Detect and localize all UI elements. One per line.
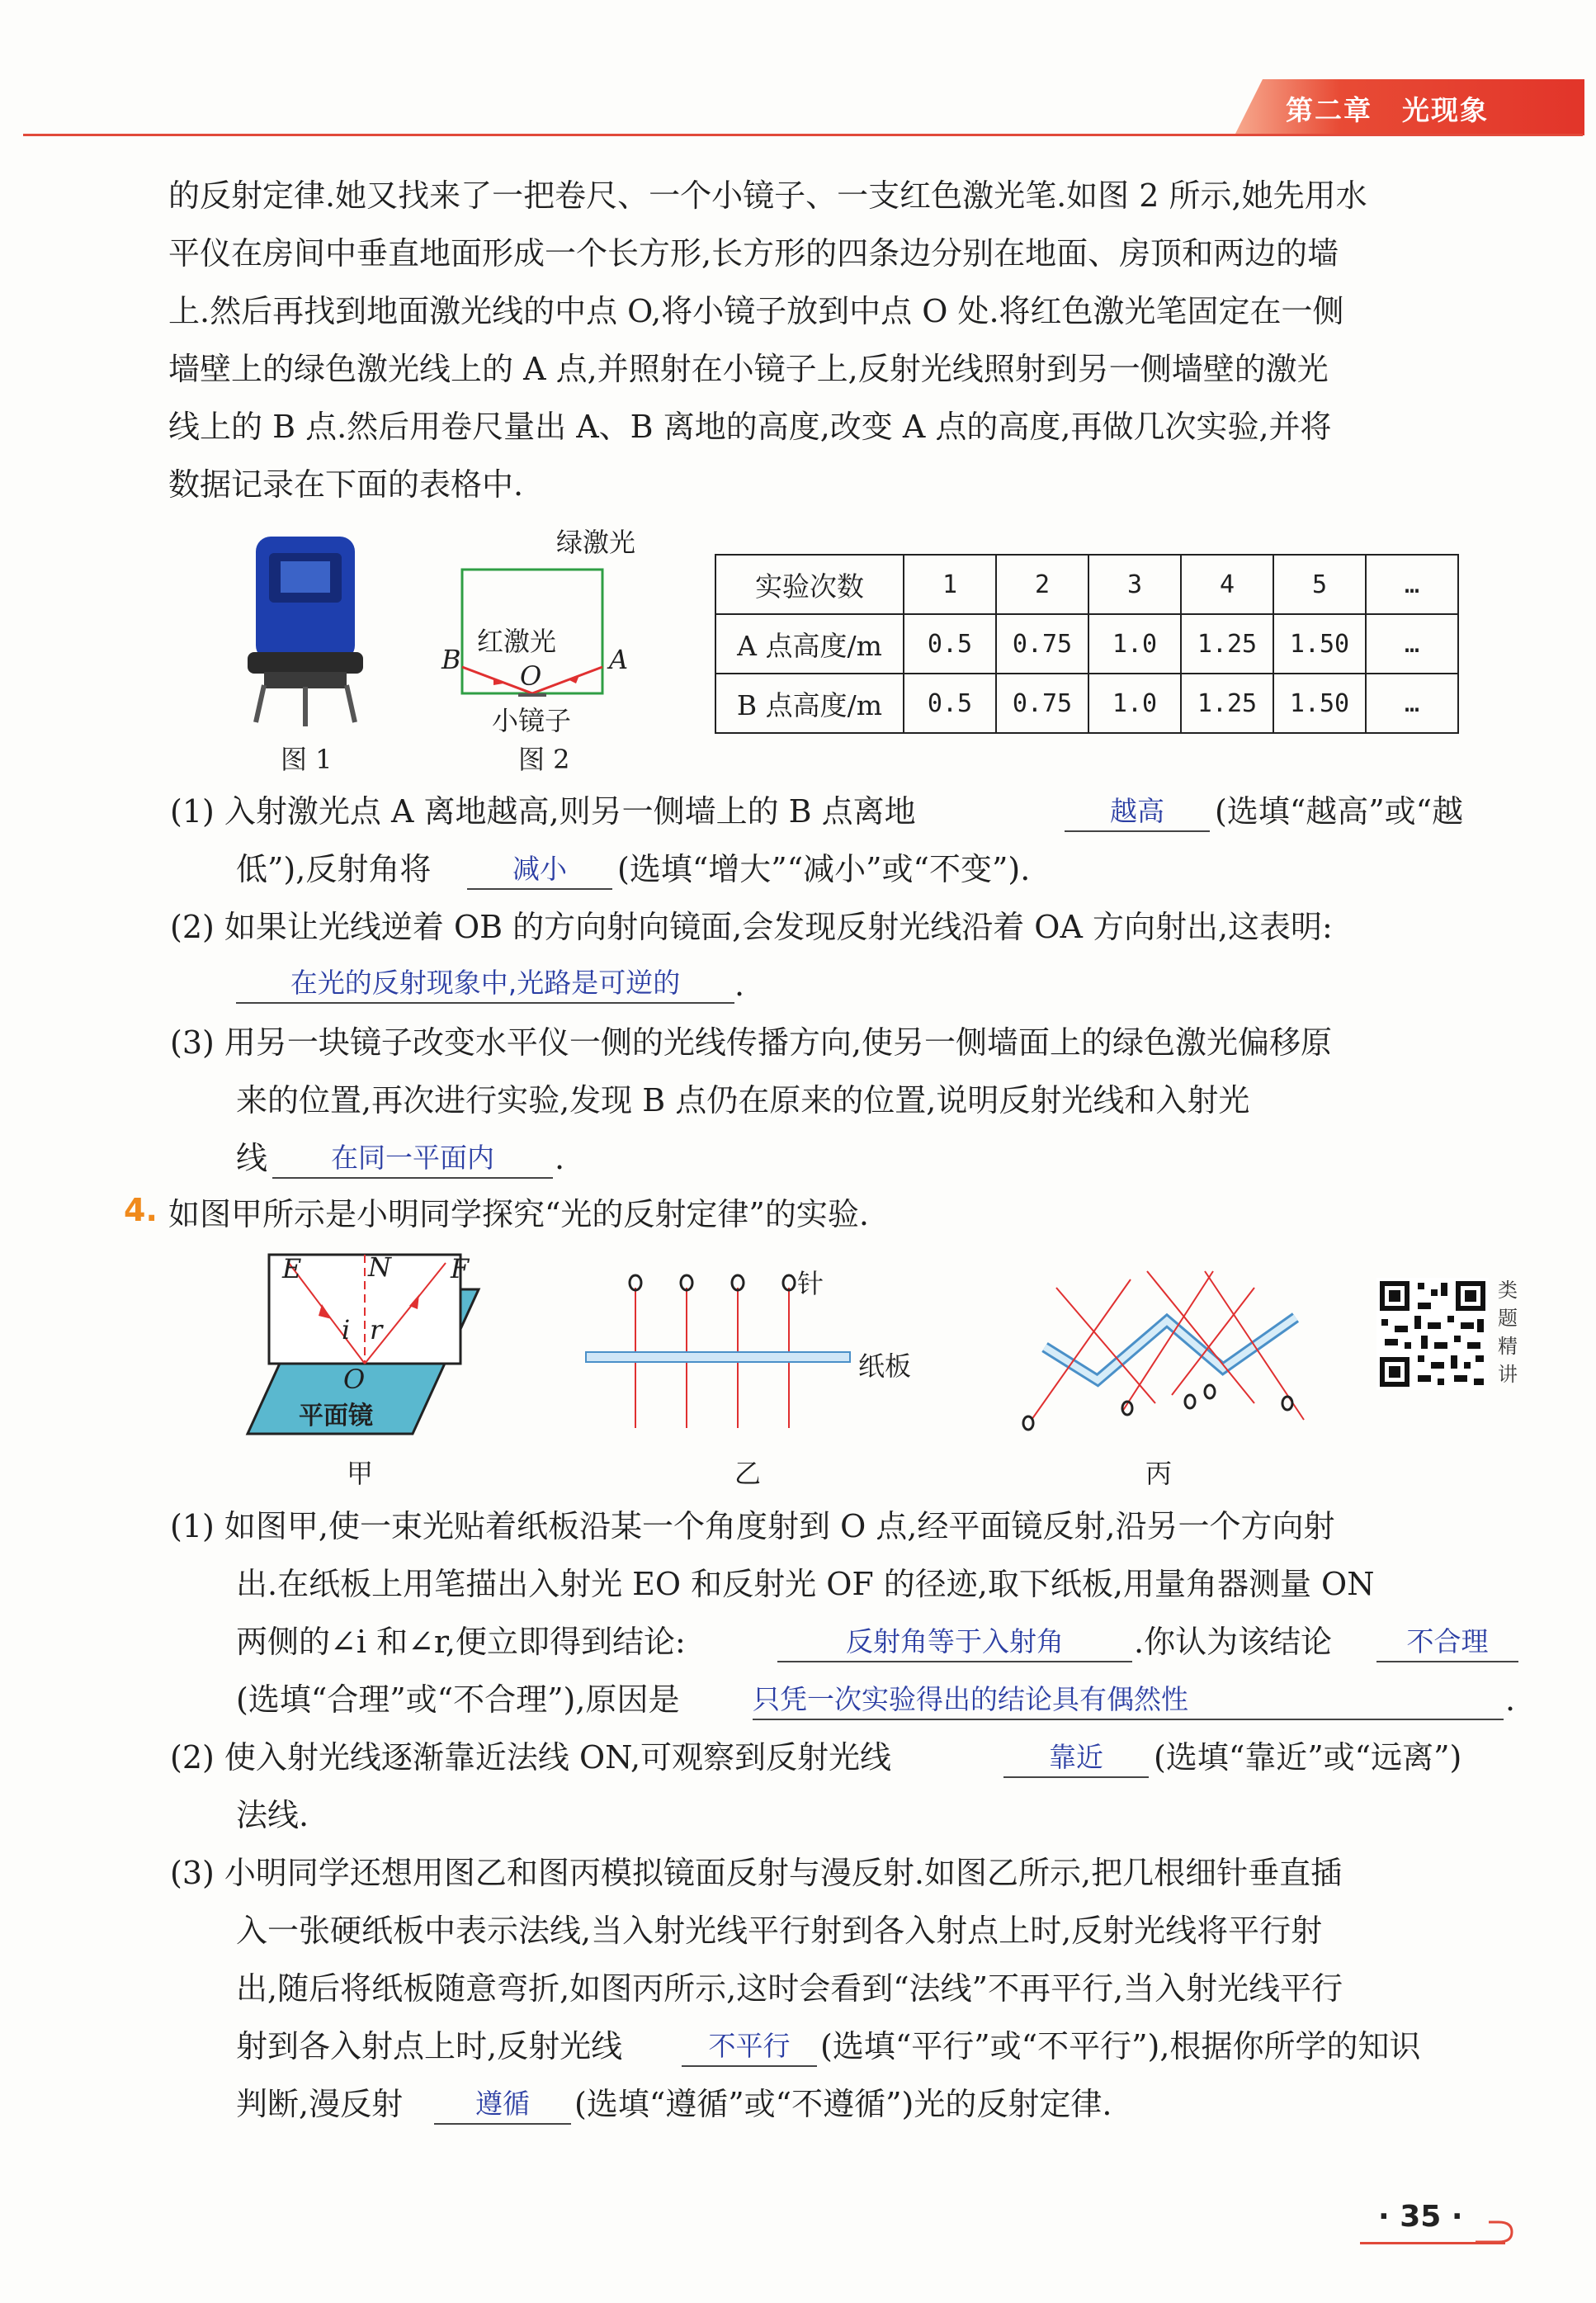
qr-module bbox=[1434, 1342, 1447, 1349]
figure-1-caption: 图 1 bbox=[281, 744, 333, 775]
intro-line-4: 墙壁上的绿色激光线上的 A 点,并照射在小镜子上,反射光线照射到另一侧墙壁的激光 bbox=[168, 351, 1329, 387]
table-cell: 1.25 bbox=[1181, 614, 1273, 674]
q4-1-text-c: 两侧的∠i 和∠r,便立即得到结论: bbox=[236, 1624, 686, 1660]
table-row bbox=[715, 674, 1458, 733]
q3-2-text-a: (2) 如果让光线逆着 OB 的方向射向镜面,会发现反射光线沿着 OA 方向射出,这表明: bbox=[170, 909, 1333, 945]
qr-module bbox=[1418, 1375, 1431, 1382]
intro-line-5: 线上的 B 点.然后用卷尺量出 A、B 离地的高度,改变 A 点的高度,再做几次实验,并将 bbox=[168, 409, 1332, 445]
q4-1-text-a: (1) 如图甲,使一束光贴着纸板沿某一个角度射到 O 点,经平面镜反射,沿另一个方向射 bbox=[170, 1508, 1335, 1544]
table-cell: A 点高度/m bbox=[715, 614, 904, 674]
q3-3-text-a: (3) 用另一块镜子改变水平仪一侧的光线传播方向,使另一侧墙面上的绿色激光偏移原 bbox=[170, 1024, 1332, 1061]
needle-head bbox=[1282, 1397, 1292, 1410]
intro-line-1: 的反射定律.她又找来了一把卷尺、一个小镜子、一支红色激光笔.如图 2 所示,她先用水 bbox=[168, 177, 1367, 214]
qr-module bbox=[1428, 1322, 1441, 1329]
table-cell: 1.0 bbox=[1088, 674, 1181, 733]
label-o: O bbox=[343, 1364, 366, 1395]
q4-stem: 如图甲所示是小明同学探究“光的反射定律”的实验. bbox=[168, 1196, 869, 1232]
point-a-label: A bbox=[609, 644, 629, 675]
q4-1-answer-3[interactable]: 只凭一次实验得出的结论具有偶然性 bbox=[753, 1681, 1504, 1720]
table-cell: 1.0 bbox=[1088, 614, 1181, 674]
qr-code[interactable] bbox=[1376, 1278, 1489, 1390]
table-header-row bbox=[715, 555, 1458, 614]
label-f: F bbox=[451, 1253, 470, 1284]
qr-module bbox=[1474, 1378, 1484, 1385]
point-b-label: B bbox=[441, 644, 461, 675]
qr-module bbox=[1431, 1362, 1444, 1369]
q4-1-answer-1[interactable]: 反射角等于入射角 bbox=[777, 1623, 1132, 1662]
q3-1-text-b: (选填“越高”或“越 bbox=[1215, 793, 1464, 830]
qr-module bbox=[1454, 1375, 1467, 1382]
qr-module bbox=[1464, 1362, 1471, 1369]
figure-jia-caption: 甲 bbox=[347, 1458, 374, 1489]
level-leg bbox=[347, 685, 355, 722]
chapter-number: 第二章 bbox=[1286, 94, 1372, 126]
table-row bbox=[715, 614, 1458, 674]
q4-3-text-b: 入一张硬纸板中表示法线,当入射光线平行射到各入射点上时,反射光线将平行射 bbox=[236, 1913, 1323, 1949]
figure-2-caption: 图 2 bbox=[518, 744, 570, 775]
red-laser-label: 红激光 bbox=[477, 626, 557, 657]
qr-module bbox=[1381, 1319, 1388, 1326]
q3-3-text-c: 线 bbox=[236, 1140, 268, 1176]
figure-yi-caption: 乙 bbox=[734, 1458, 762, 1489]
qr-side-char: 精 bbox=[1498, 1335, 1518, 1358]
qr-module bbox=[1405, 1342, 1411, 1349]
qr-module bbox=[1414, 1316, 1421, 1329]
table-cell: B 点高度/m bbox=[715, 674, 904, 733]
qr-side-char: 题 bbox=[1498, 1307, 1518, 1330]
qr-side-char: 讲 bbox=[1498, 1363, 1518, 1386]
needle-head bbox=[1205, 1385, 1215, 1398]
qr-module bbox=[1441, 1283, 1447, 1296]
intro-line-6: 数据记录在下面的表格中. bbox=[168, 466, 524, 503]
needle-head bbox=[1023, 1416, 1033, 1430]
q3-3-text-b: 来的位置,再次进行实验,发现 B 点仍在原来的位置,说明反射光线和入射光 bbox=[236, 1082, 1250, 1118]
chapter-header bbox=[1286, 89, 1518, 128]
qr-module bbox=[1418, 1283, 1424, 1289]
qr-module bbox=[1447, 1316, 1454, 1322]
data-table bbox=[715, 554, 1459, 734]
qr-module bbox=[1477, 1319, 1484, 1332]
qr-module bbox=[1454, 1336, 1461, 1342]
table-cell: 0.5 bbox=[904, 674, 996, 733]
q4-2-answer[interactable]: 靠近 bbox=[1003, 1738, 1149, 1778]
table-cell: … bbox=[1366, 555, 1458, 614]
table-cell: 1.50 bbox=[1273, 614, 1366, 674]
table-cell: 0.75 bbox=[996, 674, 1088, 733]
table-cell: 4 bbox=[1181, 555, 1273, 614]
q4-3-answer-1[interactable]: 不平行 bbox=[682, 2027, 817, 2067]
qr-module bbox=[1476, 1355, 1484, 1362]
qr-module bbox=[1431, 1289, 1438, 1296]
page-curl-path bbox=[1476, 2222, 1512, 2242]
board-label: 纸板 bbox=[858, 1350, 912, 1382]
level-lens bbox=[281, 561, 330, 593]
qr-module bbox=[1385, 1339, 1398, 1345]
table-cell: 0.5 bbox=[904, 614, 996, 674]
qr-side-char: 类 bbox=[1498, 1279, 1518, 1302]
qr-module bbox=[1418, 1303, 1431, 1309]
q4-1-text-b: 出.在纸板上用笔描出入射光 EO 和反射光 OF 的径迹,取下纸板,用量角器测量 ON bbox=[236, 1566, 1375, 1602]
figure-bing-diagram bbox=[1007, 1255, 1320, 1445]
label-e: E bbox=[282, 1253, 302, 1284]
qr-side-label bbox=[1495, 1276, 1520, 1388]
q4-1-answer-2[interactable]: 不合理 bbox=[1376, 1623, 1518, 1662]
q4-1-text-d: .你认为该结论 bbox=[1134, 1624, 1333, 1660]
q3-1-text-a: (1) 入射激光点 A 离地越高,则另一侧墙上的 B 点离地 bbox=[170, 793, 916, 830]
header-rule bbox=[23, 134, 1583, 136]
chapter-title: 光现象 bbox=[1402, 94, 1489, 126]
q4-3-text-f: 判断,漫反射 bbox=[236, 2086, 404, 2122]
qr-finder-core bbox=[1389, 1290, 1400, 1302]
q3-1-answer-2[interactable]: 减小 bbox=[467, 850, 612, 890]
table-cell: 2 bbox=[996, 555, 1088, 614]
q4-3-text-a: (3) 小明同学还想用图乙和图丙模拟镜面反射与漫反射.如图乙所示,把几根细针垂直插 bbox=[170, 1855, 1343, 1891]
level-base bbox=[248, 652, 363, 674]
label-r: r bbox=[370, 1314, 383, 1345]
qr-finder-core bbox=[1389, 1366, 1400, 1378]
table-cell: 5 bbox=[1273, 555, 1366, 614]
qr-module bbox=[1418, 1355, 1424, 1362]
q3-3-period: . bbox=[555, 1140, 565, 1176]
q3-1-text-d: (选填“增大”“减小”或“不变”). bbox=[617, 851, 1031, 887]
q4-2-text-a: (2) 使入射光线逐渐靠近法线 ON,可观察到反射光线 bbox=[170, 1739, 892, 1776]
page-curl-icon bbox=[1474, 2217, 1515, 2247]
figure-1-laser-level bbox=[231, 528, 388, 735]
paper-board-strip bbox=[586, 1352, 850, 1362]
q4-3-text-e: (选填“平行”或“不平行”),根据你所学的知识 bbox=[820, 2028, 1421, 2064]
qr-module bbox=[1461, 1322, 1474, 1329]
q4-2-text-c: 法线. bbox=[236, 1797, 309, 1833]
intro-line-3: 上.然后再找到地面激光线的中点 O,将小镜子放到中点 O 处.将红色激光笔固定在一侧 bbox=[168, 293, 1344, 329]
table-cell: 3 bbox=[1088, 555, 1181, 614]
needle-label: 针 bbox=[797, 1268, 824, 1299]
table-cell: … bbox=[1366, 614, 1458, 674]
green-laser-label: 绿激光 bbox=[556, 527, 636, 558]
table-cell: … bbox=[1366, 674, 1458, 733]
q4-number: 4. bbox=[124, 1192, 158, 1228]
table-cell: 实验次数 bbox=[715, 555, 904, 614]
incident-ray bbox=[532, 667, 602, 693]
qr-finder-core bbox=[1465, 1290, 1476, 1302]
intro-line-2: 平仪在房间中垂直地面形成一个长方形,长方形的四条边分别在地面、房顶和两边的墙 bbox=[168, 235, 1339, 272]
q4-1-text-e: (选填“合理”或“不合理”),原因是 bbox=[236, 1681, 680, 1718]
level-leg bbox=[256, 685, 264, 722]
q3-1-answer-1[interactable]: 越高 bbox=[1065, 792, 1210, 832]
q3-2-answer[interactable]: 在光的反射现象中,光路是可逆的 bbox=[236, 964, 734, 1004]
q4-3-text-g: (选填“遵循”或“不遵循”)光的反射定律. bbox=[574, 2086, 1112, 2122]
qr-module bbox=[1451, 1355, 1457, 1369]
q4-3-answer-2[interactable]: 遵循 bbox=[434, 2085, 571, 2125]
page-number: · 35 · bbox=[1378, 2200, 1463, 2234]
table-cell: 1 bbox=[904, 555, 996, 614]
mirror-label: 小镜子 bbox=[492, 705, 572, 736]
label-n: N bbox=[368, 1251, 391, 1283]
needle-head bbox=[1185, 1395, 1195, 1408]
level-stand bbox=[264, 672, 347, 688]
qr-module bbox=[1421, 1336, 1428, 1349]
table-cell: 1.25 bbox=[1181, 674, 1273, 733]
q3-1-text-c: 低”),反射角将 bbox=[236, 851, 432, 887]
q4-3-text-c: 出,随后将纸板随意弯折,如图丙所示,这时会看到“法线”不再平行,当入射光线平行 bbox=[236, 1970, 1343, 2007]
qr-module bbox=[1395, 1326, 1408, 1332]
table-cell: 0.75 bbox=[996, 614, 1088, 674]
figure-bing-caption: 丙 bbox=[1145, 1458, 1173, 1489]
q4-2-text-b: (选填“靠近”或“远离”) bbox=[1154, 1739, 1462, 1776]
qr-module bbox=[1438, 1378, 1444, 1385]
plane-mirror-label: 平面镜 bbox=[299, 1402, 373, 1431]
label-i: i bbox=[342, 1314, 351, 1345]
table-cell: 1.50 bbox=[1273, 674, 1366, 733]
q3-3-answer[interactable]: 在同一平面内 bbox=[272, 1139, 553, 1179]
point-o-label: O bbox=[520, 660, 542, 692]
q3-2-period: . bbox=[734, 967, 745, 1003]
qr-module bbox=[1467, 1342, 1480, 1349]
q4-1-period: . bbox=[1505, 1681, 1516, 1718]
q4-3-text-d: 射到各入射点上时,反射光线 bbox=[236, 2028, 623, 2064]
